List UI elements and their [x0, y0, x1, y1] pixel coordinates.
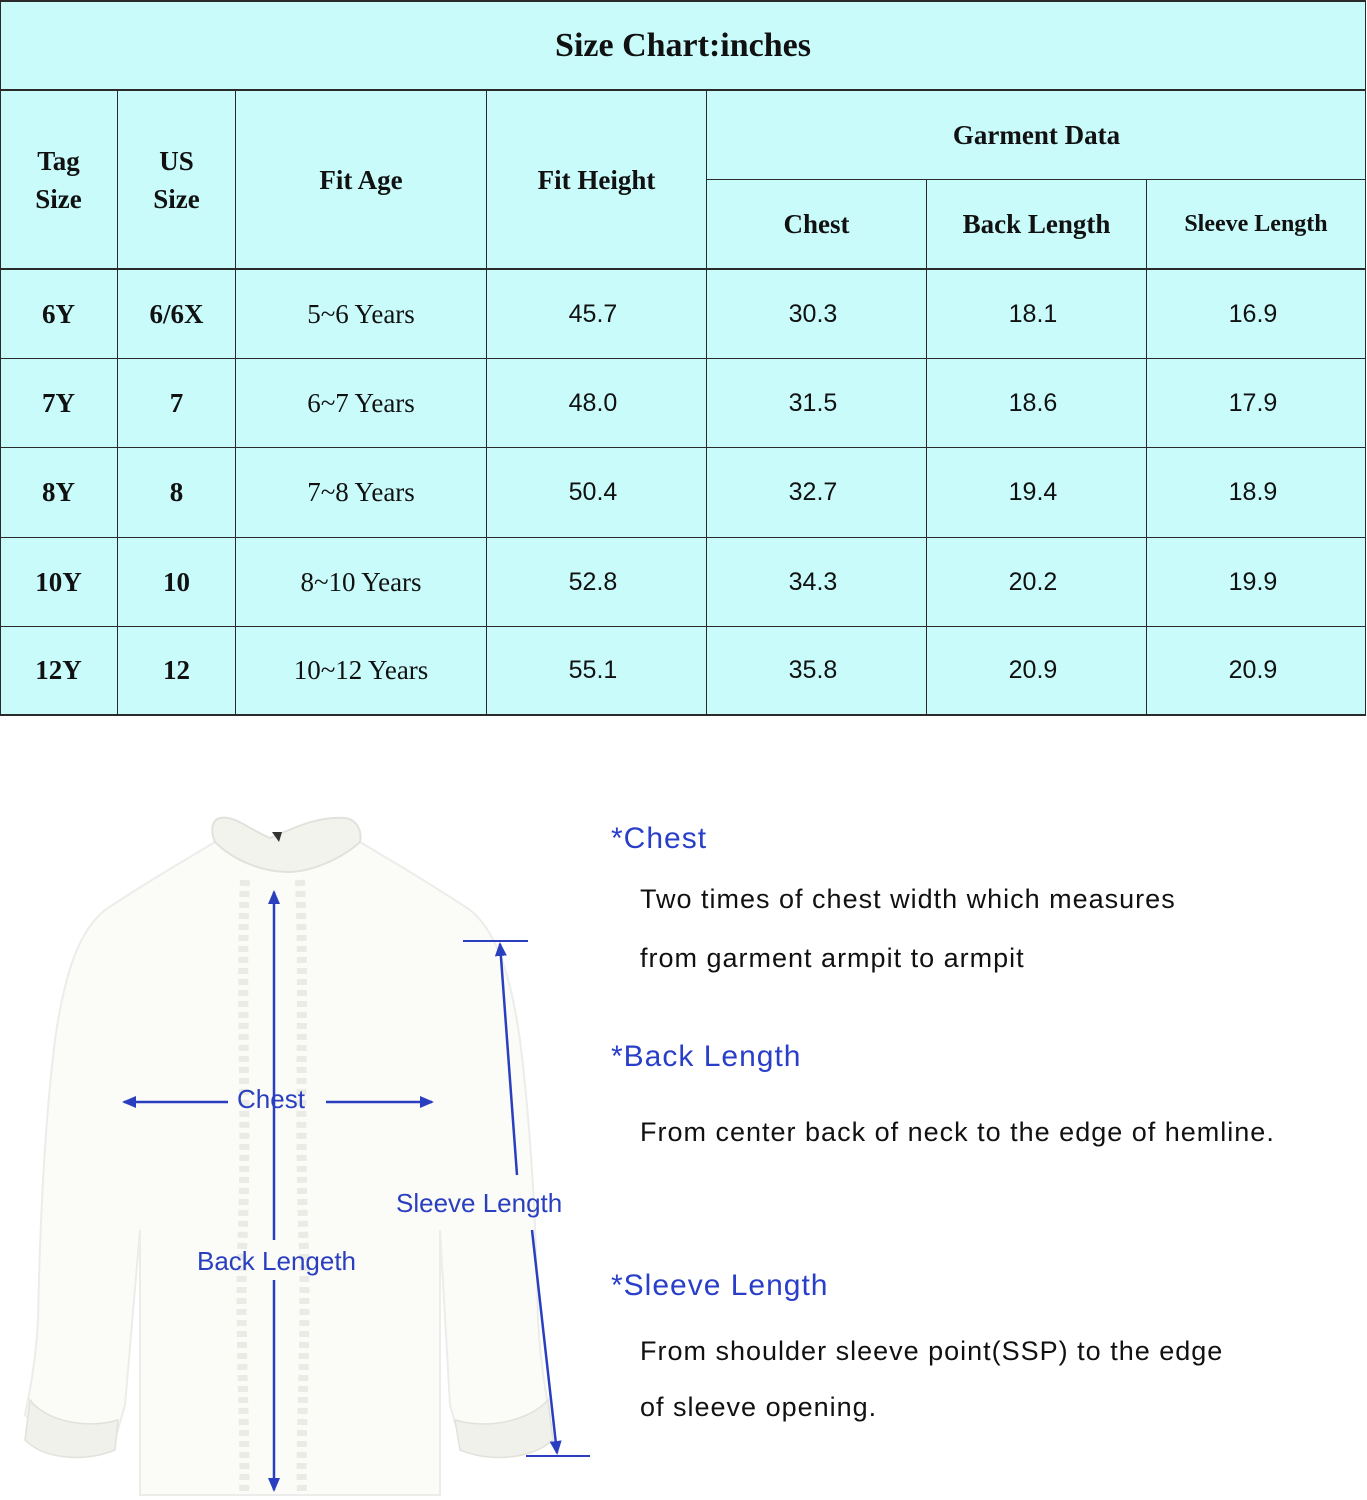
- header-fit-height: Fit Height: [537, 164, 656, 195]
- cell-tag-size: 6Y: [42, 298, 75, 329]
- cell-tag-size: 12Y: [35, 655, 82, 685]
- cell-sleeve-length: 18.9: [1228, 478, 1278, 506]
- cell-chest: 32.7: [788, 478, 838, 506]
- header-sleeve-length: Sleeve Length: [1184, 210, 1328, 237]
- size-chart-table: [0, 0, 1366, 716]
- cell-sleeve-length: 20.9: [1228, 656, 1278, 684]
- cell-back-length: 18.1: [1008, 299, 1058, 328]
- cell-us-size: 10: [163, 566, 190, 597]
- header-back-length: Back Length: [962, 209, 1111, 239]
- cell-back-length: 20.9: [1008, 656, 1058, 684]
- note-line: from garment armpit to armpit: [640, 943, 1025, 973]
- cell-us-size: 12: [163, 655, 190, 685]
- shirt-illustration: [25, 818, 553, 1495]
- back-length-label: Back Lengeth: [197, 1246, 357, 1276]
- cell-chest: 34.3: [788, 567, 838, 596]
- cell-fit-height: 45.7: [568, 299, 618, 328]
- cell-fit-age: 6~7 Years: [307, 387, 415, 418]
- cell-fit-age: 5~6 Years: [307, 298, 415, 329]
- note-line: From shoulder sleeve point(SSP) to the edge: [640, 1336, 1224, 1366]
- cell-fit-age: 10~12 Years: [293, 655, 429, 685]
- cell-fit-height: 52.8: [568, 567, 618, 596]
- note-title-sleeve-length: *Sleeve Length: [611, 1269, 829, 1302]
- cell-back-length: 20.2: [1008, 567, 1058, 596]
- note-title-chest: *Chest: [611, 822, 708, 855]
- note-line: of sleeve opening.: [640, 1392, 878, 1422]
- cell-chest: 30.3: [788, 299, 838, 328]
- note-title-back-length: *Back Length: [611, 1040, 802, 1073]
- cell-sleeve-length: 17.9: [1228, 388, 1278, 417]
- chest-label: Chest: [237, 1084, 305, 1114]
- cell-back-length: 19.4: [1008, 478, 1058, 506]
- header-us-size: US Size: [153, 145, 200, 214]
- cell-fit-age: 8~10 Years: [300, 566, 422, 597]
- cell-us-size: 6/6X: [149, 298, 204, 329]
- cell-us-size: 8: [169, 477, 184, 507]
- cell-tag-size: 10Y: [35, 566, 82, 597]
- note-line: From center back of neck to the edge of hemline.: [640, 1117, 1275, 1147]
- cell-fit-height: 48.0: [568, 388, 618, 417]
- sleeve-length-label: Sleeve Length: [396, 1188, 563, 1218]
- cell-back-length: 18.6: [1008, 388, 1058, 417]
- cell-sleeve-length: 19.9: [1228, 567, 1278, 596]
- header-chest: Chest: [783, 209, 850, 239]
- table-title: Size Chart:inches: [555, 27, 811, 64]
- cell-chest: 35.8: [788, 656, 838, 684]
- cell-fit-height: 50.4: [568, 478, 618, 506]
- cell-us-size: 7: [169, 387, 184, 418]
- cell-chest: 31.5: [788, 388, 838, 417]
- header-fit-age: Fit Age: [319, 164, 403, 195]
- cell-fit-height: 55.1: [568, 656, 618, 684]
- cell-tag-size: 7Y: [42, 387, 75, 418]
- note-line: Two times of chest width which measures: [640, 884, 1176, 914]
- shirt-measurement-figure: [0, 800, 600, 1500]
- header-garment-data: Garment Data: [952, 120, 1121, 150]
- cell-tag-size: 8Y: [42, 477, 75, 507]
- cell-fit-age: 7~8 Years: [307, 477, 415, 507]
- cell-sleeve-length: 16.9: [1228, 299, 1278, 328]
- header-tag-size: Tag Size: [35, 145, 82, 214]
